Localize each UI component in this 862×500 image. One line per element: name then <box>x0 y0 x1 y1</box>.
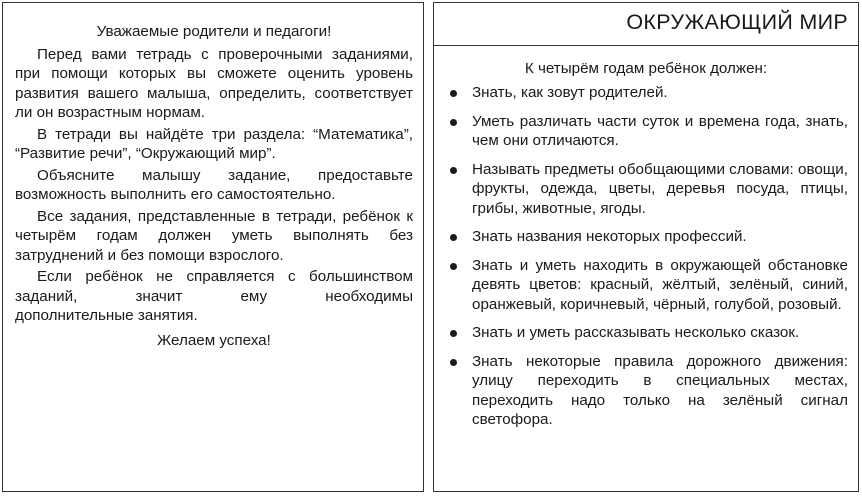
skill-item <box>446 352 848 430</box>
skill-item <box>446 112 848 151</box>
bullet-icon <box>450 263 457 270</box>
bullet-icon <box>450 234 457 241</box>
bullet-icon <box>450 167 457 174</box>
skill-text: Называть предметы обобщающими словами: овощи, фрукты, одежда, цветы, деревья посуда, птицы, грибы, животные, ягоды. <box>472 160 848 217</box>
skill-text: Знать и уметь рассказывать несколько сказок. <box>472 324 800 341</box>
skill-text: Уметь различать части суток и времена года, знать, чем они отличаются. <box>472 112 848 149</box>
skill-item <box>446 227 848 247</box>
bullet-icon <box>450 119 457 126</box>
greeting: Уважаемые родители и педагоги! <box>96 23 332 40</box>
section-panel <box>433 2 859 492</box>
skill-item <box>446 256 848 315</box>
skill-text: Знать названия некоторых профессий. <box>472 228 747 245</box>
parents-note-panel <box>2 2 424 492</box>
note-paragraph-4: Все задания, представленные в тетради, ребёнок к четырём годам должен уметь выполнять без затруднений и без помощи взрослого. <box>15 207 413 264</box>
skill-text: Знать и уметь находить в окружающей обстановке девять цветов: красный, жёлтый, зелёный, синий, оранжевый, коричневый, чёрный, голубой, розовый. <box>472 256 848 313</box>
note-paragraph-1: Перед вами тетрадь с проверочными заданиями, при помощи которых вы сможете оценить уровень развития вашего малыша, определить, соответствует ли он возрастным нормам. <box>15 45 413 121</box>
section-header <box>434 3 858 46</box>
skill-text: Знать, как зовут родителей. <box>472 84 668 101</box>
skill-text: Знать некоторые правила дорожного движения: улицу переходить в специальных местах, переходить надо только на зелёный сигнал светофора. <box>472 352 848 428</box>
skill-item <box>446 323 848 343</box>
note-paragraph-2: В тетради вы найдёте три раздела: “Математика”, “Развитие речи”, “Окружающий мир”. <box>15 125 413 162</box>
note-paragraph-5: Если ребёнок не справляется с большинством заданий, значит ему необходимы <box>15 268 413 305</box>
skill-item <box>446 160 848 219</box>
parents-note-body <box>3 3 423 350</box>
section-subtitle: К четырём годам ребёнок должен: <box>524 60 768 77</box>
closing-wish: Желаем успеха! <box>157 331 271 349</box>
note-paragraph-5-end: дополнительные занятия. <box>15 307 198 324</box>
bullet-icon <box>450 330 457 337</box>
skills-list <box>434 83 858 430</box>
skill-item <box>446 83 848 103</box>
bullet-icon <box>450 90 457 97</box>
note-paragraph-3: Объясните малышу задание, предоставьте возможность выполнить его самостоятельно. <box>15 166 413 203</box>
bullet-icon <box>450 359 457 366</box>
section-title: ОКРУЖАЮЩИЙ МИР <box>626 10 848 34</box>
